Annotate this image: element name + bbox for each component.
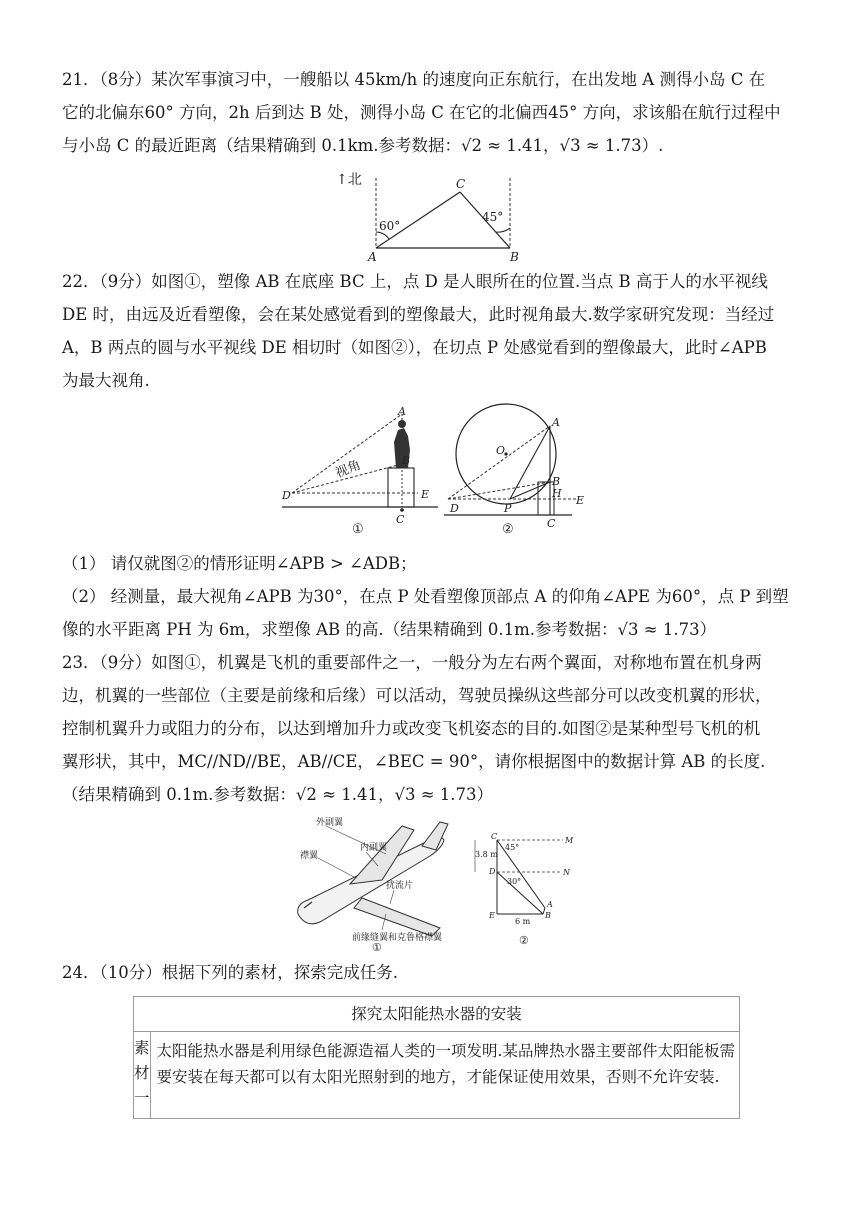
q23-wing-figure bbox=[475, 832, 585, 950]
q21-line-3: 与小岛 C 的最近距离（结果精确到 0.1km.参考数据：√2 ≈ 1.41，√3 ≈ 1.73）. bbox=[62, 136, 664, 155]
wing-angle-30: 30° bbox=[507, 877, 522, 886]
q23-line-2: 边，机翼的一些部位（主要是前缘和后缘）可以活动，驾驶员操纵这些部分可以改变机翼的形状， bbox=[62, 686, 772, 705]
q23-line-5: （结果精确到 0.1m.参考数据：√2 ≈ 1.41，√3 ≈ 1.73） bbox=[62, 785, 494, 804]
q24-material-1-text bbox=[150, 1032, 739, 1119]
q22f1-pedestal bbox=[388, 468, 414, 507]
question-24-text bbox=[62, 956, 802, 989]
q21-angle-a: 60° bbox=[379, 219, 401, 233]
wing-point-c: C bbox=[491, 832, 498, 841]
question-23-text bbox=[62, 646, 802, 811]
q24-intro: 24．（10分）根据下列的素材，探索完成任务. bbox=[62, 963, 398, 982]
q24-material-1-line-1: 太阳能热水器是利用绿色能源造福人类的一项发明.某品牌热水器主要部件太阳能板需 bbox=[156, 1042, 735, 1060]
wing-point-e: E bbox=[489, 911, 495, 920]
q23-line-1: 23．（9分）如图①，机翼是飞机的重要部件之一，一般分为左右两个翼面，对称地布置在机身两 bbox=[62, 653, 762, 672]
q22f2-point-p: P bbox=[504, 502, 512, 515]
wing-length-eb: 6 m bbox=[515, 917, 531, 926]
q21-point-a: A bbox=[368, 250, 377, 264]
q21-point-b: B bbox=[510, 250, 519, 264]
q24-material-label bbox=[134, 1032, 151, 1119]
q22-line-3: A，B 两点的圆与水平视线 DE 相切时（如图②），在切点 P 处感觉看到的塑像最大，此时∠APB bbox=[62, 338, 767, 357]
wing-point-n: N bbox=[563, 868, 570, 877]
airplane-lower-wing-icon bbox=[354, 898, 440, 936]
q21-angle-b: 45° bbox=[482, 210, 504, 224]
q22f1-point-a: A bbox=[398, 405, 406, 418]
plane-label-slat: 前缘缝翼和克鲁格襟翼 bbox=[352, 933, 443, 943]
q22-line-4: 为最大视角. bbox=[62, 371, 150, 390]
wing-angle-45: 45° bbox=[505, 843, 520, 852]
q22f1-point-e: E bbox=[421, 488, 430, 501]
q22f2-line-pb bbox=[510, 482, 550, 499]
q22f2-caption: ② bbox=[502, 522, 514, 537]
q22-line-1: 22．（9分）如图①，塑像 AB 在底座 BC 上，点 D 是人眼所在的位置.当点 B 高于人的水平视线 bbox=[62, 272, 768, 291]
q23-plane-caption: ① bbox=[372, 941, 382, 954]
q22f1-caption: ① bbox=[352, 522, 364, 537]
q22f2-point-b: B bbox=[552, 475, 561, 488]
plane-label-spoiler: 扰流片 bbox=[386, 881, 414, 891]
wing-point-a: A bbox=[547, 900, 553, 909]
q22f1-point-c: C bbox=[396, 513, 405, 526]
q23-airplane-figure bbox=[290, 818, 465, 954]
airplane-tail-icon bbox=[422, 822, 448, 850]
q24-material-table bbox=[133, 996, 740, 1119]
question-22-text bbox=[62, 265, 802, 397]
q22f2-line-pa bbox=[510, 426, 550, 499]
q22f1-point-b: B bbox=[402, 454, 411, 467]
q22f1-line-da bbox=[292, 414, 402, 493]
q21-line-1: 21．（8分）某次军事演习中，一艘船以 45km/h 的速度向正东航行，在出发地 A 测得小岛 C 在 bbox=[62, 70, 766, 89]
q22-line-2: DE 时，由远及近看塑像，会在某处感觉看到的塑像最大，此时视角最大.数学家研究发现：当经过 bbox=[62, 305, 775, 324]
q22-sub-2-line-2: 像的水平距离 PH 为 6m，求塑像 AB 的高.（结果精确到 0.1m.参考数据：√3 ≈ 1.73） bbox=[62, 620, 717, 639]
q22-subquestions bbox=[62, 547, 802, 646]
q22-sub-2-line-1: （2） 经测量，最大视角∠APB 为30°，在点 P 处看塑像顶部点 A 的仰角∠APE 为60°，点 P 到塑 bbox=[62, 587, 789, 606]
wing-point-m: M bbox=[565, 836, 574, 845]
wing-point-b: B bbox=[545, 911, 551, 920]
q23-wing-caption: ② bbox=[519, 934, 529, 947]
q21-figure bbox=[332, 170, 532, 262]
q24-material-1-line-2: 要安装在每天都可以有太阳光照射到的地方，才能保证使用效果，否则不允许安装. bbox=[156, 1068, 720, 1086]
q22f1-point-d: D bbox=[282, 489, 291, 502]
q22-sub-1: （1） 请仅就图②的情形证明∠APB > ∠ADB； bbox=[62, 554, 417, 573]
q22f2-point-d: D bbox=[450, 502, 459, 515]
q23-line-4: 翼形状，其中，MC//ND//BE，AB//CE，∠BEC = 90°，请你根据图中的数据计算 AB 的长度. bbox=[62, 752, 766, 771]
q22-figure-2 bbox=[444, 402, 589, 537]
q24-table-title: 探究太阳能热水器的安装 bbox=[134, 997, 740, 1032]
q21-north-label: ↑北 bbox=[336, 172, 362, 188]
q23-line-3: 控制机翼升力或阻力的分布，以达到增加升力或改变飞机姿态的目的.如图②是某种型号飞机的机 bbox=[62, 719, 761, 738]
q22f2-point-a: A bbox=[552, 416, 560, 429]
q22f2-point-c: C bbox=[547, 517, 556, 530]
q22f2-point-h: H bbox=[552, 487, 562, 500]
q21-point-c: C bbox=[456, 177, 466, 191]
q24-material-label-char-3: 一 bbox=[134, 1089, 150, 1107]
q21-line-2: 它的北偏东60° 方向，2h 后到达 B 处，测得小岛 C 在它的北偏西45° 方向，求该船在航行过程中 bbox=[62, 103, 781, 122]
plane-label-flap: 襟翼 bbox=[300, 851, 319, 861]
q24-material-label-char-2: 材 bbox=[134, 1064, 150, 1082]
q22f1-angle-label: 视角 bbox=[333, 457, 364, 482]
wing-point-d: D bbox=[489, 867, 496, 876]
q22-figure-1 bbox=[280, 402, 440, 537]
q22f2-point-e: E bbox=[576, 494, 585, 507]
q24-material-label-char-1: 素 bbox=[134, 1039, 150, 1057]
wing-length-ce: 3.8 m bbox=[475, 850, 498, 859]
plane-label-inner-aileron: 内副翼 bbox=[360, 843, 388, 853]
plane-label-outer-aileron: 外副翼 bbox=[316, 818, 344, 828]
question-21-text bbox=[62, 63, 802, 162]
q22f2-point-o: O bbox=[496, 444, 506, 457]
